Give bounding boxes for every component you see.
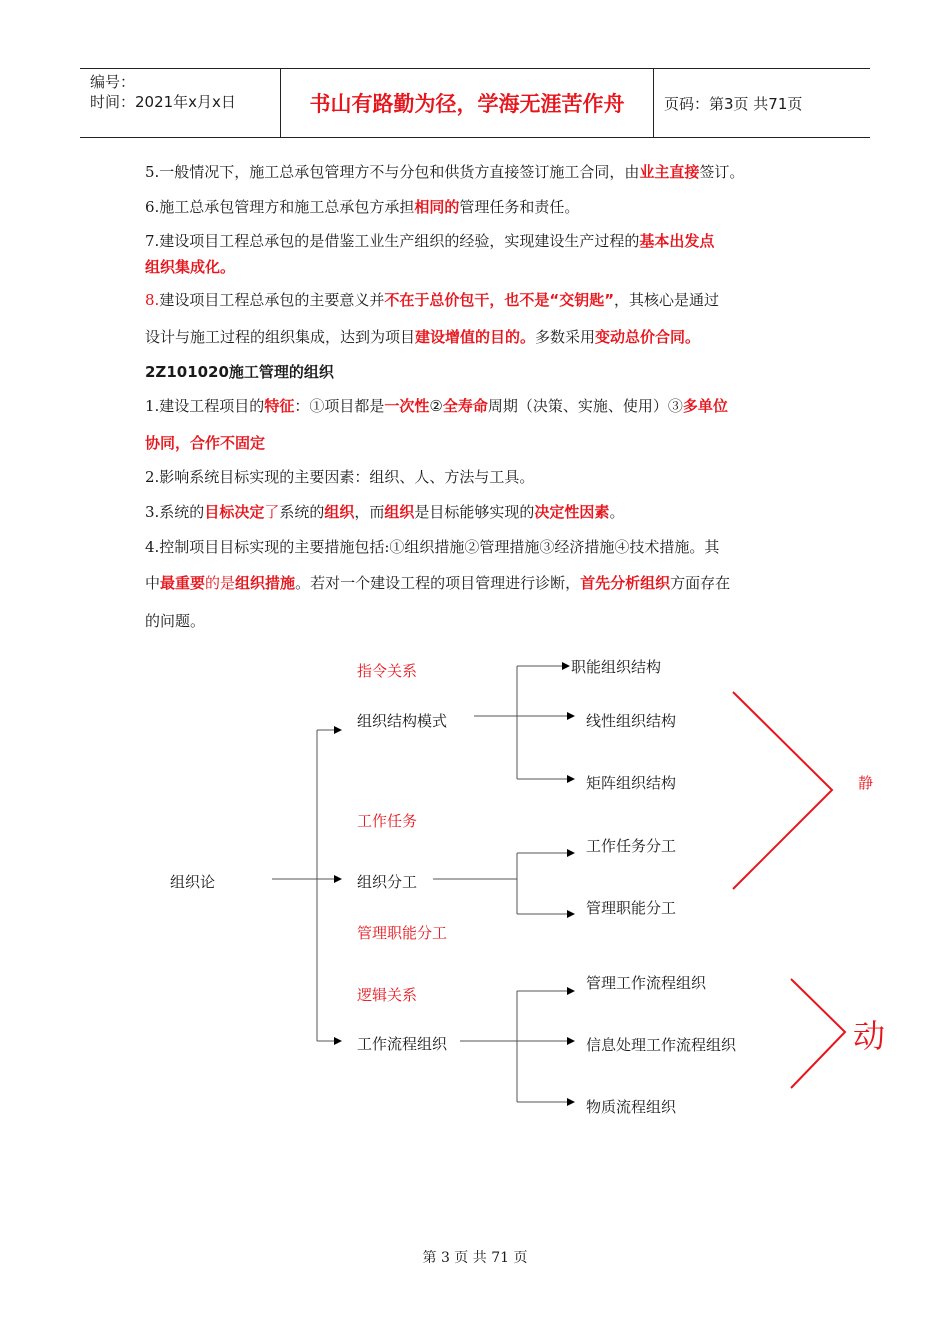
q3-highlight-goal: 目标决定 [204, 503, 265, 521]
annotation-command: 指令关系 [357, 662, 418, 680]
node-division: 组织分工 [357, 873, 418, 891]
annotation-mgmt-function: 管理职能分工 [357, 924, 448, 942]
q1-highlight-lifecycle: 全寿命 [442, 397, 488, 415]
p8-number: 8. [145, 291, 160, 309]
q3-text: 3.系统的 [145, 503, 205, 521]
node-mgmt-process: 管理工作流程组织 [586, 974, 707, 992]
node-matrix: 矩阵组织结构 [586, 774, 677, 792]
p8-text-3: 多数采用 [535, 328, 596, 346]
p8-text: 建设项目工程总承包的主要意义并 [159, 291, 385, 309]
static-bracket [733, 692, 832, 889]
q1-text-4: 周期（决策、实施、使用）③ [487, 397, 683, 415]
q1-text: 1.建设工程项目的 [145, 397, 265, 415]
p8-tail: ，其核心是通过 [614, 291, 720, 309]
static-label: 静 [858, 774, 874, 792]
p8-highlight: 不在于总价包干，也不是“交钥匙” [384, 291, 615, 309]
p8-text-2: 设计与施工过程的组织集成，达到为项目 [145, 328, 416, 346]
p5-text: 5.一般情况下，施工总承包管理方不与分包和供货方直接签订施工合同，由 [145, 163, 640, 181]
p7-highlight-2: 组织集成化。 [145, 258, 236, 276]
annotation-logic: 逻辑关系 [357, 986, 418, 1004]
q1-highlight-once: 一次性 [384, 397, 430, 415]
q1-highlight-multi: 多单位 [682, 397, 728, 415]
q3-highlight-decisive: 决定性因素 [534, 503, 610, 521]
node-linear: 线性组织结构 [586, 712, 677, 730]
q1-text-3: ② [429, 397, 443, 415]
header-motto: 书山有路勤为径，学海无涯苦作舟 [281, 69, 654, 137]
p7-text: 7.建设项目工程总承包的是借鉴工业生产组织的经验，实现建设生产过程的 [145, 232, 640, 250]
p8-highlight-2: 建设增值的目的。 [415, 328, 536, 346]
q4-highlight-most: 最重要 [160, 574, 206, 592]
header-page-text: 页码：第3页 共71页 [664, 94, 803, 113]
paragraph-q2: 2.影响系统目标实现的主要因素：组织、人、方法与工具。 [145, 468, 535, 486]
q4-highlight-org: 组织措施 [235, 574, 296, 592]
paragraph-q4: 4.控制项目目标实现的主要措施包括:①组织措施②管理措施③经济措施④技术措施。其 [145, 538, 720, 556]
p6-tail: 管理任务和责任。 [459, 198, 580, 216]
annotation-task: 工作任务 [357, 812, 418, 830]
q1-highlight-feature: 特征 [264, 397, 295, 415]
q3-text-2: 系统的 [279, 503, 325, 521]
q3-highlight-org: 组织 [324, 503, 355, 521]
q1-text-2: ：①项目都是 [294, 397, 385, 415]
p6-text: 6.施工总承包管理方和施工总承包方承担 [145, 198, 415, 216]
root-node: 组织论 [170, 873, 216, 891]
paragraph-q4-line3: 的问题。 [145, 612, 206, 630]
p8-highlight-3: 变动总价合同。 [595, 328, 701, 346]
p5-highlight: 业主直接 [639, 163, 700, 181]
q1-highlight-collab: 协同，合作不固定 [145, 434, 266, 452]
q4-red-text: 的是 [205, 574, 236, 592]
q3-period: 。 [609, 503, 625, 521]
section-title: 2Z101020施工管理的组织 [145, 363, 334, 381]
header-number-label: 编号： [90, 73, 136, 91]
node-info-process: 信息处理工作流程组织 [586, 1036, 737, 1054]
node-process: 工作流程组织 [357, 1035, 448, 1053]
node-function-division: 管理职能分工 [586, 899, 677, 917]
page-footer: 第 3 页 共 71 页 [422, 1250, 528, 1266]
node-structure-mode: 组织结构模式 [357, 712, 448, 730]
q4-text: 中 [145, 574, 161, 592]
q4-highlight-first: 首先分析组织 [580, 574, 671, 592]
q4-text-2: 。若对一个建设工程的项目管理进行诊断， [295, 574, 581, 592]
node-task-division: 工作任务分工 [586, 837, 677, 855]
node-functional: 职能组织结构 [571, 658, 662, 676]
dynamic-label: 动 [853, 1017, 886, 1055]
q3-red-char: 了 [264, 503, 280, 521]
q4-text-3: 方面存在 [670, 574, 731, 592]
q3-text-3: ，而 [354, 503, 385, 521]
p6-highlight: 相同的 [414, 198, 460, 216]
q3-highlight-org-2: 组织 [384, 503, 415, 521]
p5-tail: 签订。 [699, 163, 745, 181]
q3-text-4: 是目标能够实现的 [414, 503, 535, 521]
header-date-label: 时间：2021年x月x日 [90, 93, 236, 111]
dynamic-bracket [791, 979, 845, 1088]
node-material-process: 物质流程组织 [586, 1098, 677, 1116]
p7-highlight: 基本出发点 [639, 232, 715, 250]
